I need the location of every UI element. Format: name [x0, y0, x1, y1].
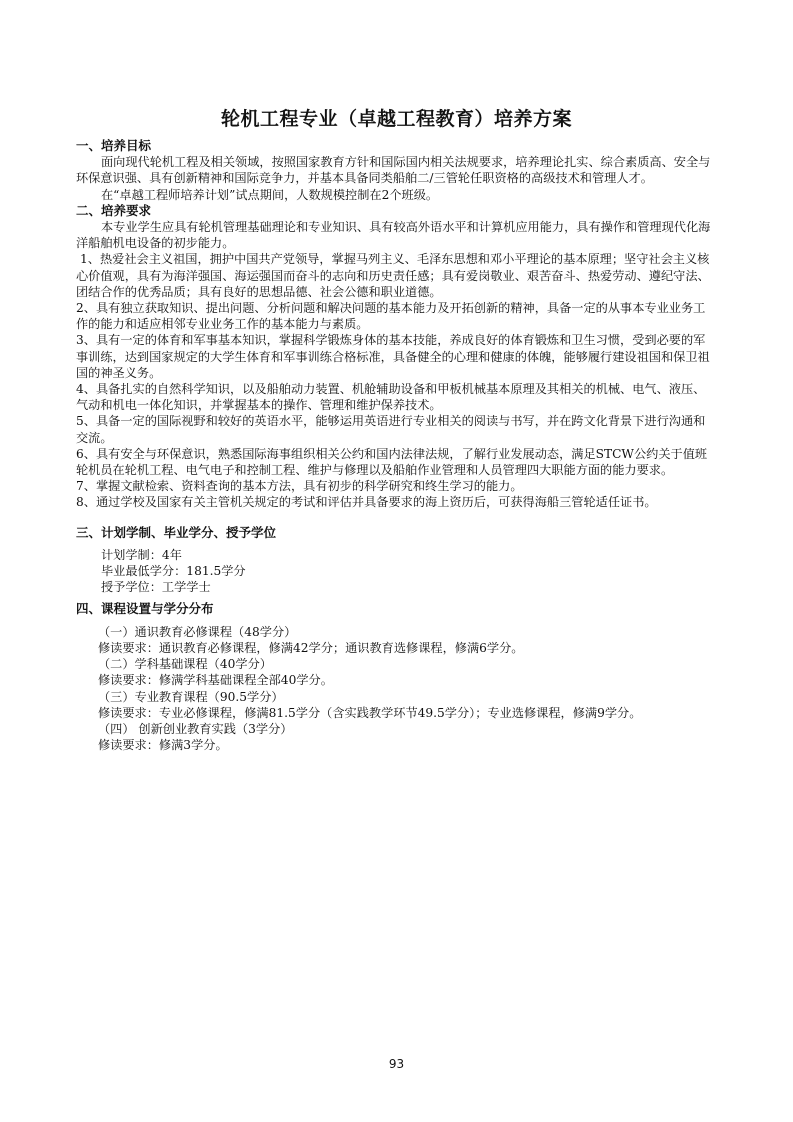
requirement-item-2: 2、具有独立获取知识、提出问题、分析问题和解决问题的基本能力及开拓创新的精神，具备一定的从事本专业业务工作的能力和适应相邻专业业务工作的基本能力与素质。	[76, 301, 706, 332]
degree-line-duration: 计划学制：4年	[101, 547, 182, 562]
page-number: 93	[388, 1057, 405, 1071]
section-heading-objectives: 一、培养目标	[76, 138, 152, 153]
section-heading-requirements: 二、培养要求	[76, 202, 152, 218]
requirement-item-3: 3、具有一定的体育和军事基本知识，掌握科学锻炼身体的基本技能，养成良好的体育锻炼和卫生习惯，受到必要的军事训练，达到国家规定的大学生体育和军事训练合格标准，具备健全的心理和健康的体魄，能够履行建设祖国和保卫祖国的神圣义务。	[76, 333, 710, 380]
course-requirement-professional: 修读要求：专业必修课程，修满81.5学分（含实践教学环节49.5学分）；专业选修课程，修满9学分。	[98, 705, 642, 720]
document-body	[76, 138, 716, 753]
course-group-general: （一）通识教育必修课程（48学分）	[98, 624, 297, 639]
requirements-intro: 本专业学生应具有轮机管理基础理论和专业知识、具有较高外语水平和计算机应用能力，具有操作和管理现代化海洋船舶机电设备的初步能力。	[76, 220, 711, 251]
course-group-innovation: （四） 创新创业教育实践（3学分）	[98, 721, 293, 736]
requirement-item-7: 7、掌握文献检索、资料查询的基本方法，具有初步的科学研究和终生学习的能力。	[76, 479, 523, 494]
requirement-item-8: 8、通过学校及国家有关主管机关规定的考试和评估并具备要求的海上资历后，可获得海船三管轮适任证书。	[76, 495, 657, 510]
course-group-professional: （三）专业教育课程（90.5学分）	[98, 689, 284, 704]
objectives-paragraph: 面向现代轮机工程及相关领域，按照国家教育方针和国际国内相关法规要求，培养理论扎实、综合素质高、安全与环保意识强、具有创新精神和国际竞争力，并基本具备同类船舶二/三管轮任职资格的高级技术和管理人才。	[76, 155, 711, 186]
requirement-item-6: 6、具有安全与环保意识，熟悉国际海事组织相关公约和国内法律法规，了解行业发展动态，满足STCW公约关于值班轮机员在轮机工程、电气电子和控制工程、维护与修理以及船舶作业管理和人员管理四大职能方面的能力要求。	[76, 446, 708, 478]
degree-line-degree: 授予学位：工学学士	[101, 580, 211, 595]
document-title: 轮机工程专业（卓越工程教育）培养方案	[220, 108, 572, 130]
degree-line-credits: 毕业最低学分：181.5学分	[101, 564, 246, 579]
pilot-paragraph: 在“卓越工程师培养计划”试点期间，人数规模控制在2个班级。	[101, 187, 439, 202]
section-heading-degree: 三、计划学制、毕业学分、授予学位	[76, 524, 277, 540]
course-requirement-innovation: 修读要求：修满3学分。	[98, 738, 228, 753]
requirement-item-4: 4、具备扎实的自然科学知识，以及船舶动力装置、机舱辅助设备和甲板机械基本原理及其相关的机械、电气、液压、气动和机电一体化知识，并掌握基本的操作、管理和维护保养技术。	[76, 382, 706, 413]
requirement-item-1: 1、热爱社会主义祖国，拥护中国共产党领导，掌握马列主义、毛泽东思想和邓小平理论的基本原理；坚守社会主义核心价值观，具有为海洋强国、海运强国而奋斗的志向和历史责任感；具有爱岗敬业、艰苦奋斗、热爱劳动、遵纪守法、团结合作的优秀品质；具有良好的思想品德、社会公德和职业道德。	[76, 252, 710, 299]
requirement-item-5: 5、具备一定的国际视野和较好的英语水平，能够运用英语进行专业相关的阅读与书写，并在跨文化背景下进行沟通和交流。	[76, 414, 706, 445]
course-requirement-general: 修读要求：通识教育必修课程，修满42学分；通识教育选修课程，修满6学分。	[98, 640, 524, 655]
course-requirement-foundation: 修读要求：修满学科基础课程全部40学分。	[98, 673, 333, 688]
course-group-foundation: （二）学科基础课程（40学分）	[98, 657, 272, 672]
section-heading-courses: 四、课程设置与学分分布	[76, 601, 214, 617]
